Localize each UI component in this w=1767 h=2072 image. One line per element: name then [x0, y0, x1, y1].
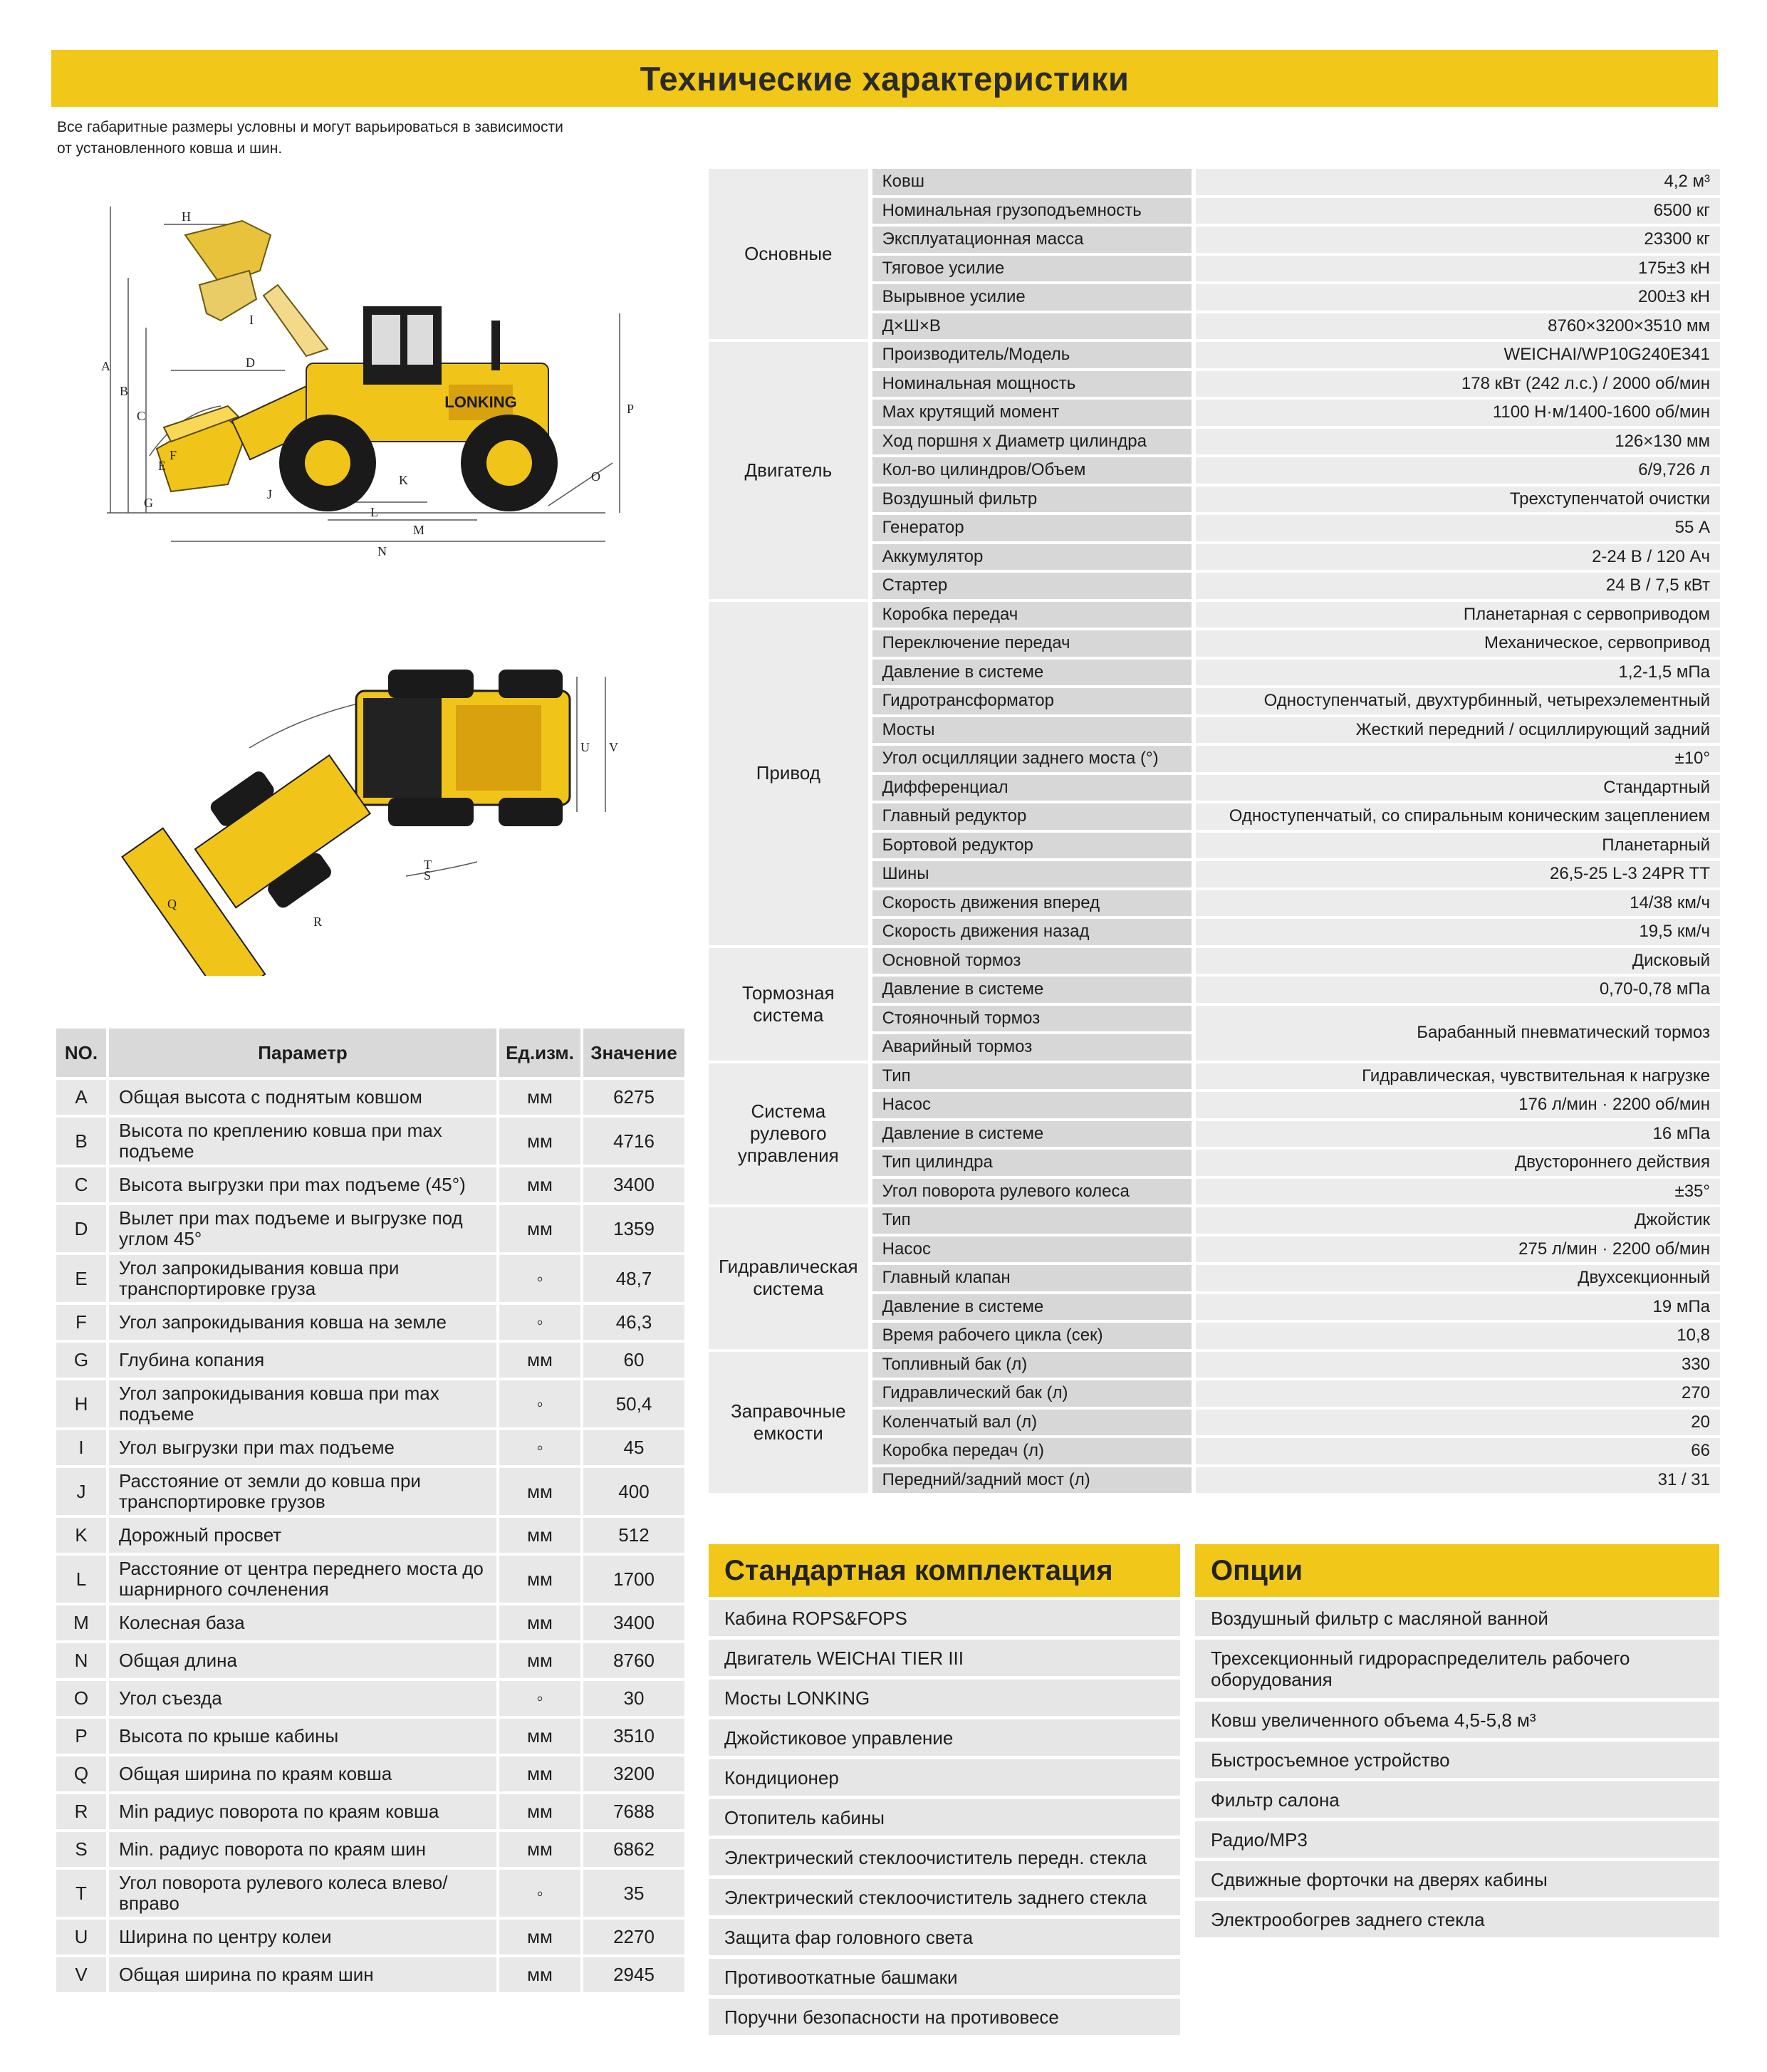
- spec-param: Давление в системе: [868, 660, 1192, 686]
- dim-letter-i: I: [249, 313, 254, 327]
- row-unit: ◦: [499, 1380, 580, 1427]
- spec-param: Тяговое усилие: [868, 256, 1192, 282]
- row-no: R: [56, 1794, 106, 1829]
- spec-param: Давление в системе: [868, 977, 1192, 1003]
- note-line-1: Все габаритные размеры условны и могут варьироваться в зависимости: [57, 119, 563, 135]
- dim-letter-a: A: [101, 359, 110, 373]
- row-value: 1700: [583, 1556, 684, 1603]
- dim-letter-v: V: [609, 740, 618, 754]
- spec-category: Система рулевого управления: [709, 1063, 868, 1205]
- dim-letter-c: C: [137, 409, 146, 423]
- row-no: K: [56, 1518, 106, 1553]
- row-unit: мм: [499, 1167, 580, 1202]
- table-row: [56, 1380, 684, 1427]
- spec-value: 8760×3200×3510 мм: [1192, 313, 1720, 340]
- row-unit: мм: [499, 1118, 580, 1165]
- spec-param: Номинальная мощность: [868, 371, 1192, 397]
- spec-row: [709, 169, 1720, 195]
- spec-value: Одноступенчатый, двухтурбинный, четырехэлементный: [1192, 688, 1720, 714]
- table-row: [56, 1681, 684, 1716]
- spec-param: Основной тормоз: [868, 948, 1192, 974]
- spec-param: Время рабочего цикла (сек): [868, 1323, 1192, 1349]
- spec-param: Номинальная грузоподъемность: [868, 198, 1192, 224]
- spec-param: Коленчатый вал (л): [868, 1410, 1192, 1436]
- list-item: Электрический стеклоочиститель передн. стекла: [709, 1839, 1180, 1875]
- dim-letter-r: R: [313, 915, 323, 929]
- row-unit: ◦: [499, 1305, 580, 1340]
- list-item: Джойстиковое управление: [709, 1719, 1180, 1756]
- col-header-value: Значение: [583, 1029, 684, 1077]
- row-value: 30: [583, 1681, 684, 1716]
- dim-letter-m: M: [413, 523, 425, 537]
- table-row: [56, 1430, 684, 1465]
- row-param: Колесная база: [109, 1605, 496, 1640]
- dim-letter-b: B: [120, 384, 129, 398]
- row-unit: мм: [499, 1832, 580, 1867]
- table-row: [56, 1305, 684, 1340]
- spec-param: Кол-во цилиндров/Объем: [868, 457, 1192, 484]
- spec-param: Угол поворота рулевого колеса: [868, 1179, 1192, 1205]
- loader-top-view-diagram: [107, 662, 634, 976]
- table-row: [56, 1870, 684, 1917]
- row-param: Угол выгрузки при max подъеме: [109, 1430, 496, 1465]
- spec-value: Двухсекционный: [1192, 1265, 1720, 1291]
- row-param: Угол поворота рулевого колеса влево/вправо: [109, 1870, 496, 1917]
- table-row: [56, 1167, 684, 1202]
- row-no: A: [56, 1080, 106, 1115]
- spec-row: [709, 602, 1720, 628]
- row-unit: мм: [499, 1794, 580, 1829]
- dim-letter-u: U: [580, 740, 590, 754]
- spec-category: Привод: [709, 602, 868, 945]
- spec-value: 10,8: [1192, 1323, 1720, 1349]
- row-no: U: [56, 1920, 106, 1954]
- spec-value: Жесткий передний / осциллирующий задний: [1192, 717, 1720, 744]
- table-row: [56, 1756, 684, 1791]
- spec-param: Тип: [868, 1063, 1192, 1090]
- spec-value: 66: [1192, 1438, 1720, 1464]
- spec-value: Планетарный: [1192, 833, 1720, 859]
- loader-side-view-diagram: [93, 178, 648, 563]
- row-param: Угол съезда: [109, 1681, 496, 1716]
- spec-value: ±35°: [1192, 1179, 1720, 1205]
- dim-letter-h: H: [182, 209, 191, 224]
- spec-value: Планетарная с сервоприводом: [1192, 602, 1720, 628]
- list-item: Кабина ROPS&FOPS: [709, 1600, 1180, 1636]
- spec-value: 4,2 м³: [1192, 169, 1720, 195]
- options-panel: [1195, 1544, 1719, 1941]
- spec-param: Шины: [868, 861, 1192, 887]
- list-item: Электрический стеклоочиститель заднего стекла: [709, 1879, 1180, 1915]
- spec-value: 178 кВт (242 л.с.) / 2000 об/мин: [1192, 371, 1720, 397]
- dim-letter-s: S: [424, 868, 432, 883]
- table-row: [56, 1556, 684, 1603]
- spec-value: 175±3 кН: [1192, 256, 1720, 282]
- spec-param: Производитель/Модель: [868, 342, 1192, 368]
- brand-text: LONKING: [444, 393, 517, 411]
- spec-value: Гидравлическая, чувствительная к нагрузке: [1192, 1063, 1720, 1090]
- row-no: F: [56, 1305, 106, 1340]
- table-row: [56, 1205, 684, 1252]
- dim-letter-o: O: [591, 469, 600, 484]
- list-item: Сдвижные форточки на дверях кабины: [1195, 1861, 1719, 1897]
- row-value: 50,4: [583, 1380, 684, 1427]
- spec-value: 55 А: [1192, 515, 1720, 541]
- row-value: 35: [583, 1870, 684, 1917]
- dim-letter-d: D: [246, 355, 255, 370]
- spec-value: 16 мПа: [1192, 1121, 1720, 1147]
- row-value: 60: [583, 1343, 684, 1378]
- table-row: [56, 1643, 684, 1678]
- spec-param: Аварийный тормоз: [868, 1034, 1192, 1061]
- dimensions-table: [53, 1026, 687, 1995]
- table-row: [56, 1518, 684, 1553]
- row-no: H: [56, 1380, 106, 1427]
- spec-value: 0,70-0,78 мПа: [1192, 977, 1720, 1003]
- col-header-unit: Ед.изм.: [499, 1029, 580, 1077]
- row-value: 46,3: [583, 1305, 684, 1340]
- spec-value: 275 л/мин · 2200 об/мин: [1192, 1237, 1720, 1263]
- row-unit: мм: [499, 1343, 580, 1378]
- list-item: Поручни безопасности на противовесе: [709, 1999, 1180, 2035]
- dim-letter-q: Q: [167, 897, 177, 911]
- spec-param: Переключение передач: [868, 630, 1192, 657]
- row-no: J: [56, 1468, 106, 1515]
- options-title: Опции: [1195, 1544, 1719, 1597]
- table-row: [56, 1118, 684, 1165]
- note-line-2: от установленного ковша и шин.: [57, 140, 283, 157]
- list-item: Воздушный фильтр с масляной ванной: [1195, 1600, 1719, 1636]
- row-param: Угол запрокидывания ковша при транспортировке груза: [109, 1255, 496, 1302]
- dim-letter-l: L: [370, 505, 378, 519]
- spec-value: Стандартный: [1192, 775, 1720, 801]
- spec-param: Передний/задний мост (л): [868, 1467, 1192, 1494]
- spec-param: Скорость движения назад: [868, 919, 1192, 945]
- spec-value: 19,5 км/ч: [1192, 919, 1720, 945]
- row-unit: ◦: [499, 1681, 580, 1716]
- spec-param: Бортовой редуктор: [868, 833, 1192, 859]
- spec-param: Воздушный фильтр: [868, 486, 1192, 513]
- page-title: Технические характеристики: [640, 59, 1130, 98]
- row-param: Высота по крыше кабины: [109, 1719, 496, 1754]
- row-no: T: [56, 1870, 106, 1917]
- spec-param: Стояночный тормоз: [868, 1006, 1192, 1032]
- spec-param: Тип цилиндра: [868, 1150, 1192, 1176]
- dim-letter-j: J: [267, 487, 273, 501]
- spec-param: Насос: [868, 1092, 1192, 1118]
- spec-category: Двигатель: [709, 342, 868, 599]
- row-param: Расстояние от центра переднего моста до шарнирного сочленения: [109, 1556, 496, 1603]
- spec-value: Барабанный пневматический тормоз: [1192, 1006, 1720, 1061]
- dim-letter-p: P: [627, 402, 635, 416]
- spec-param: Главный редуктор: [868, 803, 1192, 830]
- spec-value: ±10°: [1192, 746, 1720, 772]
- list-item: Радио/MP3: [1195, 1821, 1719, 1858]
- spec-param: Ковш: [868, 169, 1192, 195]
- row-value: 3510: [583, 1719, 684, 1754]
- row-param: Высота выгрузки при max подъеме (45°): [109, 1167, 496, 1202]
- row-value: 6862: [583, 1832, 684, 1867]
- raised-bucket: [185, 221, 328, 356]
- dimensions-note: [57, 117, 669, 160]
- list-item: Фильтр салона: [1195, 1781, 1719, 1818]
- row-unit: мм: [499, 1643, 580, 1678]
- row-unit: мм: [499, 1205, 580, 1252]
- spec-param: Насос: [868, 1237, 1192, 1263]
- table-row: [56, 1920, 684, 1954]
- row-param: Высота по креплению ковша при max подъеме: [109, 1118, 496, 1165]
- spec-param: Угол осцилляции заднего моста (°): [868, 746, 1192, 772]
- dim-letter-g: G: [144, 496, 153, 510]
- row-param: Общая ширина по краям ковша: [109, 1756, 496, 1791]
- spec-param: Коробка передач: [868, 602, 1192, 628]
- row-value: 2270: [583, 1920, 684, 1954]
- spec-value: Двустороннего действия: [1192, 1150, 1720, 1176]
- row-unit: ◦: [499, 1255, 580, 1302]
- spec-value: 24 В / 7,5 кВт: [1192, 573, 1720, 599]
- table-row: [56, 1719, 684, 1754]
- spec-param: Стартер: [868, 573, 1192, 599]
- list-item: Электрообогрев заднего стекла: [1195, 1901, 1719, 1937]
- spec-param: Вырывное усилие: [868, 284, 1192, 311]
- row-value: 2945: [583, 1957, 684, 1992]
- list-item: Ковш увеличенного объема 4,5-5,8 м³: [1195, 1702, 1719, 1738]
- spec-value: 126×130 мм: [1192, 429, 1720, 455]
- row-param: Общая ширина по краям шин: [109, 1957, 496, 1992]
- spec-value: WEICHAI/WP10G240E341: [1192, 342, 1720, 368]
- spec-value: 31 / 31: [1192, 1467, 1720, 1494]
- row-no: D: [56, 1205, 106, 1252]
- spec-param: Главный клапан: [868, 1265, 1192, 1291]
- list-item: Быстросъемное устройство: [1195, 1742, 1719, 1778]
- row-unit: мм: [499, 1605, 580, 1640]
- spec-value: 23300 кг: [1192, 227, 1720, 253]
- row-value: 6275: [583, 1080, 684, 1115]
- row-no: P: [56, 1719, 106, 1754]
- spec-value: 176 л/мин · 2200 об/мин: [1192, 1092, 1720, 1118]
- spec-value: 200±3 кН: [1192, 284, 1720, 311]
- spec-category: Основные: [709, 169, 868, 339]
- row-no: G: [56, 1343, 106, 1378]
- row-param: Общая длина: [109, 1643, 496, 1678]
- loader-frame: [122, 670, 570, 976]
- col-header-no: NO.: [56, 1029, 106, 1077]
- spec-value: 1100 Н·м/1400-1600 об/мин: [1192, 400, 1720, 426]
- row-no: M: [56, 1605, 106, 1640]
- row-no: O: [56, 1681, 106, 1716]
- row-value: 512: [583, 1518, 684, 1553]
- standard-equipment-title: Стандартная комплектация: [709, 1544, 1180, 1597]
- spec-value: 19 мПа: [1192, 1294, 1720, 1321]
- spec-category: Гидравлическая система: [709, 1207, 868, 1349]
- row-no: Q: [56, 1756, 106, 1791]
- row-param: Угол запрокидывания ковша на земле: [109, 1305, 496, 1340]
- row-no: B: [56, 1118, 106, 1165]
- row-value: 7688: [583, 1794, 684, 1829]
- table-row: [56, 1080, 684, 1115]
- list-item: Двигатель WEICHAI TIER III: [709, 1640, 1180, 1676]
- spec-param: Аккумулятор: [868, 544, 1192, 571]
- spec-param: Мосты: [868, 717, 1192, 744]
- spec-category: Заправочные емкости: [709, 1352, 868, 1494]
- spec-value: 20: [1192, 1410, 1720, 1436]
- row-param: Ширина по центру колеи: [109, 1920, 496, 1954]
- table-row: [56, 1957, 684, 1992]
- spec-param: Тип: [868, 1207, 1192, 1234]
- spec-param: Max крутящий момент: [868, 400, 1192, 426]
- spec-param: Давление в системе: [868, 1121, 1192, 1147]
- dim-letter-n: N: [377, 544, 387, 558]
- table-row: [56, 1794, 684, 1829]
- spec-param: Дифференциал: [868, 775, 1192, 801]
- row-unit: мм: [499, 1556, 580, 1603]
- spec-param: Гидравлический бак (л): [868, 1380, 1192, 1407]
- row-no: S: [56, 1832, 106, 1867]
- spec-param: Скорость движения вперед: [868, 890, 1192, 917]
- dim-letter-f: F: [170, 448, 177, 462]
- spec-value: 270: [1192, 1380, 1720, 1407]
- row-no: I: [56, 1430, 106, 1465]
- table-row: [56, 1832, 684, 1867]
- spec-row: [709, 1352, 1720, 1378]
- list-item: Трехсекционный гидрораспределитель рабочего оборудования: [1195, 1640, 1719, 1698]
- title-banner: [51, 50, 1718, 107]
- spec-value: 330: [1192, 1352, 1720, 1378]
- row-value: 1359: [583, 1205, 684, 1252]
- spec-param: Эксплуатационная масса: [868, 227, 1192, 253]
- spec-row: [709, 948, 1720, 974]
- row-unit: мм: [499, 1920, 580, 1954]
- row-value: 48,7: [583, 1255, 684, 1302]
- row-value: 3200: [583, 1756, 684, 1791]
- dim-letter-t: T: [424, 858, 432, 872]
- spec-row: [709, 1063, 1720, 1090]
- row-value: 400: [583, 1468, 684, 1515]
- spec-param: Д×Ш×В: [868, 313, 1192, 340]
- row-unit: ◦: [499, 1870, 580, 1917]
- spec-param: Давление в системе: [868, 1294, 1192, 1321]
- col-header-param: Параметр: [109, 1029, 496, 1077]
- row-unit: мм: [499, 1957, 580, 1992]
- spec-param: Коробка передач (л): [868, 1438, 1192, 1464]
- row-param: Угол запрокидывания ковша при max подъеме: [109, 1380, 496, 1427]
- row-param: Min радиус поворота по краям ковша: [109, 1794, 496, 1829]
- spec-param: Топливный бак (л): [868, 1352, 1192, 1378]
- row-param: Глубина копания: [109, 1343, 496, 1378]
- spec-param: Ход поршня х Диаметр цилиндра: [868, 429, 1192, 455]
- table-row: [56, 1255, 684, 1302]
- row-param: Дорожный просвет: [109, 1518, 496, 1553]
- row-no: N: [56, 1643, 106, 1678]
- list-item: Кондиционер: [709, 1759, 1180, 1796]
- row-unit: мм: [499, 1518, 580, 1553]
- row-no: L: [56, 1556, 106, 1603]
- row-param: Общая высота с поднятым ковшом: [109, 1080, 496, 1115]
- row-param: Min. радиус поворота по краям шин: [109, 1832, 496, 1867]
- spec-value: Одноступенчатый, со спиральным коническим зацеплением: [1192, 803, 1720, 830]
- spec-value: 6500 кг: [1192, 198, 1720, 224]
- table-row: [56, 1343, 684, 1378]
- standard-equipment-panel: [709, 1544, 1180, 2039]
- list-item: Мосты LONKING: [709, 1680, 1180, 1716]
- spec-value: 14/38 км/ч: [1192, 890, 1720, 917]
- list-item: Противооткатные башмаки: [709, 1959, 1180, 1995]
- row-value: 8760: [583, 1643, 684, 1678]
- spec-value: 1,2-1,5 мПа: [1192, 660, 1720, 686]
- row-param: Расстояние от земли до ковша при транспортировке грузов: [109, 1468, 496, 1515]
- row-unit: ◦: [499, 1430, 580, 1465]
- spec-value: Дисковый: [1192, 948, 1720, 974]
- spec-row: [709, 1207, 1720, 1234]
- spec-row: [709, 342, 1720, 368]
- row-no: C: [56, 1167, 106, 1202]
- row-unit: мм: [499, 1756, 580, 1791]
- row-value: 45: [583, 1430, 684, 1465]
- spec-value: 26,5-25 L-3 24PR TT: [1192, 861, 1720, 887]
- row-no: V: [56, 1957, 106, 1992]
- spec-value: 2-24 В / 120 Ач: [1192, 544, 1720, 571]
- row-value: 4716: [583, 1118, 684, 1165]
- table-row: [56, 1468, 684, 1515]
- spec-table: [709, 166, 1720, 1496]
- spec-value: Механическое, сервопривод: [1192, 630, 1720, 657]
- spec-value: 6/9,726 л: [1192, 457, 1720, 484]
- row-value: 3400: [583, 1605, 684, 1640]
- row-unit: мм: [499, 1468, 580, 1515]
- row-value: 3400: [583, 1167, 684, 1202]
- row-unit: мм: [499, 1719, 580, 1754]
- spec-category: Тормозная система: [709, 948, 868, 1061]
- row-no: E: [56, 1255, 106, 1302]
- spec-value: Трехступенчатой очистки: [1192, 486, 1720, 513]
- list-item: Отопитель кабины: [709, 1799, 1180, 1836]
- table-row: [56, 1605, 684, 1640]
- list-item: Защита фар головного света: [709, 1919, 1180, 1955]
- spec-param: Генератор: [868, 515, 1192, 541]
- dim-letter-e: E: [158, 459, 166, 473]
- spec-value: Джойстик: [1192, 1207, 1720, 1234]
- row-unit: мм: [499, 1080, 580, 1115]
- row-param: Вылет при max подъеме и выгрузке под углом 45°: [109, 1205, 496, 1252]
- dim-letter-k: K: [399, 473, 408, 487]
- spec-param: Гидротрансформатор: [868, 688, 1192, 714]
